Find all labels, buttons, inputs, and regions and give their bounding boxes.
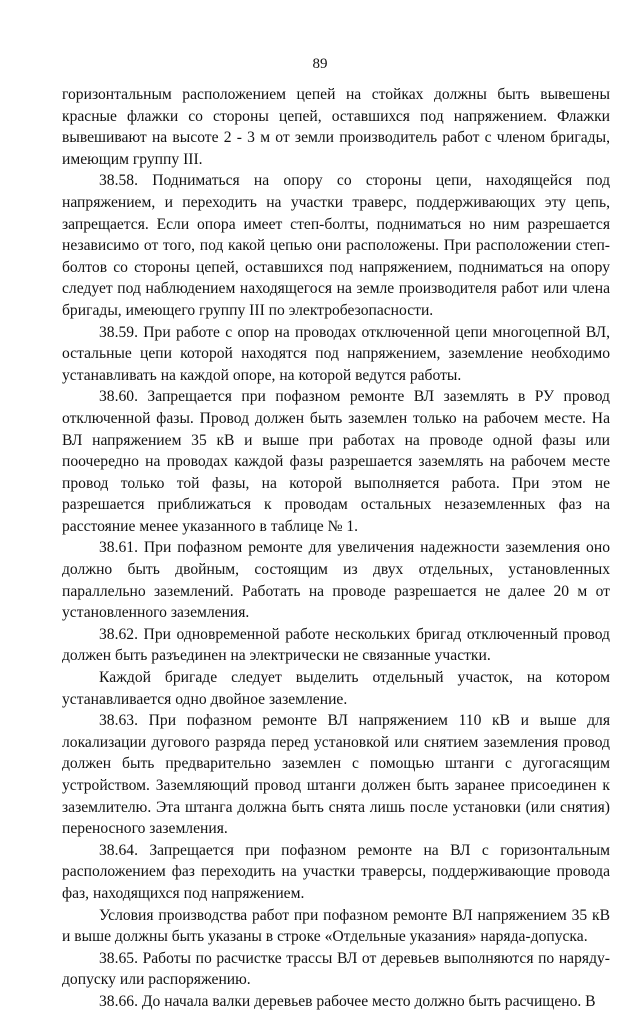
- paragraph-38-64: 38.64. Запрещается при пофазном ремонте на ВЛ с горизонтальным расположением фаз переходить на участки траверсы, поддерживающие провода фаз, находящихся под напряжением.: [62, 841, 610, 902]
- paragraph-38-59: 38.59. При работе с опор на проводах отключенной цепи многоцепной ВЛ, остальные цепи которой находятся под напряжением, заземление необходимо устанавливать на каждой опоре, на которой ведутся работы.: [62, 323, 610, 384]
- paragraph-38-62-continued: Каждой бригаде следует выделить отдельный участок, на котором устанавливается одно двойное заземление.: [62, 669, 610, 708]
- paragraph-38-63: 38.63. При пофазном ремонте ВЛ напряжением 110 кВ и выше для локализации дугового разряда перед установкой или снятием заземления провод должен быть предварительно заземлен с помощью штанги с дугогасящим устройством. Заземляющий провод штанги должен быть заранее присоединен к заземлителю. Эта штанга должна быть снята лишь после установки (или снятия) переносного заземления.: [62, 712, 610, 838]
- paragraph-38-58: 38.58. Подниматься на опору со стороны цепи, находящейся под напряжением, и переходить на участки траверс, поддерживающих эту цепь, запрещается. Если опора имеет степ-болты, подниматься но ним разрешается независимо от того, под какой цепью они расположены. При расположении степ-болтов со стороны цепей, оставшихся под напряжением, подниматься на опору следует под наблюдением находящегося на земле производителя работ или члена бригады, имеющего группу III по электробезопасности.: [62, 172, 610, 319]
- page-number: 89: [312, 56, 328, 72]
- paragraph-38-66: 38.66. До начала валки деревьев рабочее место должно быть расчищено. В: [99, 992, 596, 1010]
- paragraph-38-61: 38.61. При пофазном ремонте для увеличения надежности заземления оно должно быть двойным, состоящим из двух отдельных, установленных параллельно заземлений. Работать на проводе разрешается не далее 20 м от установленного заземления.: [62, 539, 610, 622]
- paragraph-38-64-continued: Условия производства работ при пофазном ремонте ВЛ напряжением 35 кВ и выше должны быть указаны в строке «Отдельные указания» наряда-допуска.: [62, 906, 610, 946]
- paragraph-38-60: 38.60. Запрещается при пофазном ремонте ВЛ заземлять в РУ провод отключенной фазы. Провод должен быть заземлен только на рабочем месте. На ВЛ напряжением 35 кВ и выше при работах на проводе одной фазы или поочередно на проводах каждой фазы разрешается заземлять на рабочем месте провод только той фазы, на которой выполняется работа. При этом не разрешается приближаться к проводам остальных незаземленных фаз на расстояние менее указанного в таблице № 1.: [62, 388, 610, 535]
- paragraph-38-65: 38.65. Работы по расчистке трассы ВЛ от деревьев выполняются по наряду-допуску или распоряжению.: [62, 949, 610, 989]
- document-body: [62, 84, 610, 1013]
- paragraph-continuation: горизонтальным расположением цепей на стойках должны быть вывешены красные флажки со стороны цепей, оставшихся под напряжением. Флажки вывешивают на высоте 2 - 3 м от земли производитель работ с членом бригады, имеющим группу III.: [62, 86, 610, 168]
- paragraph-38-62: 38.62. При одновременной работе нескольких бригад отключенный провод должен быть разъединен на электрически не связанные участки.: [62, 625, 610, 665]
